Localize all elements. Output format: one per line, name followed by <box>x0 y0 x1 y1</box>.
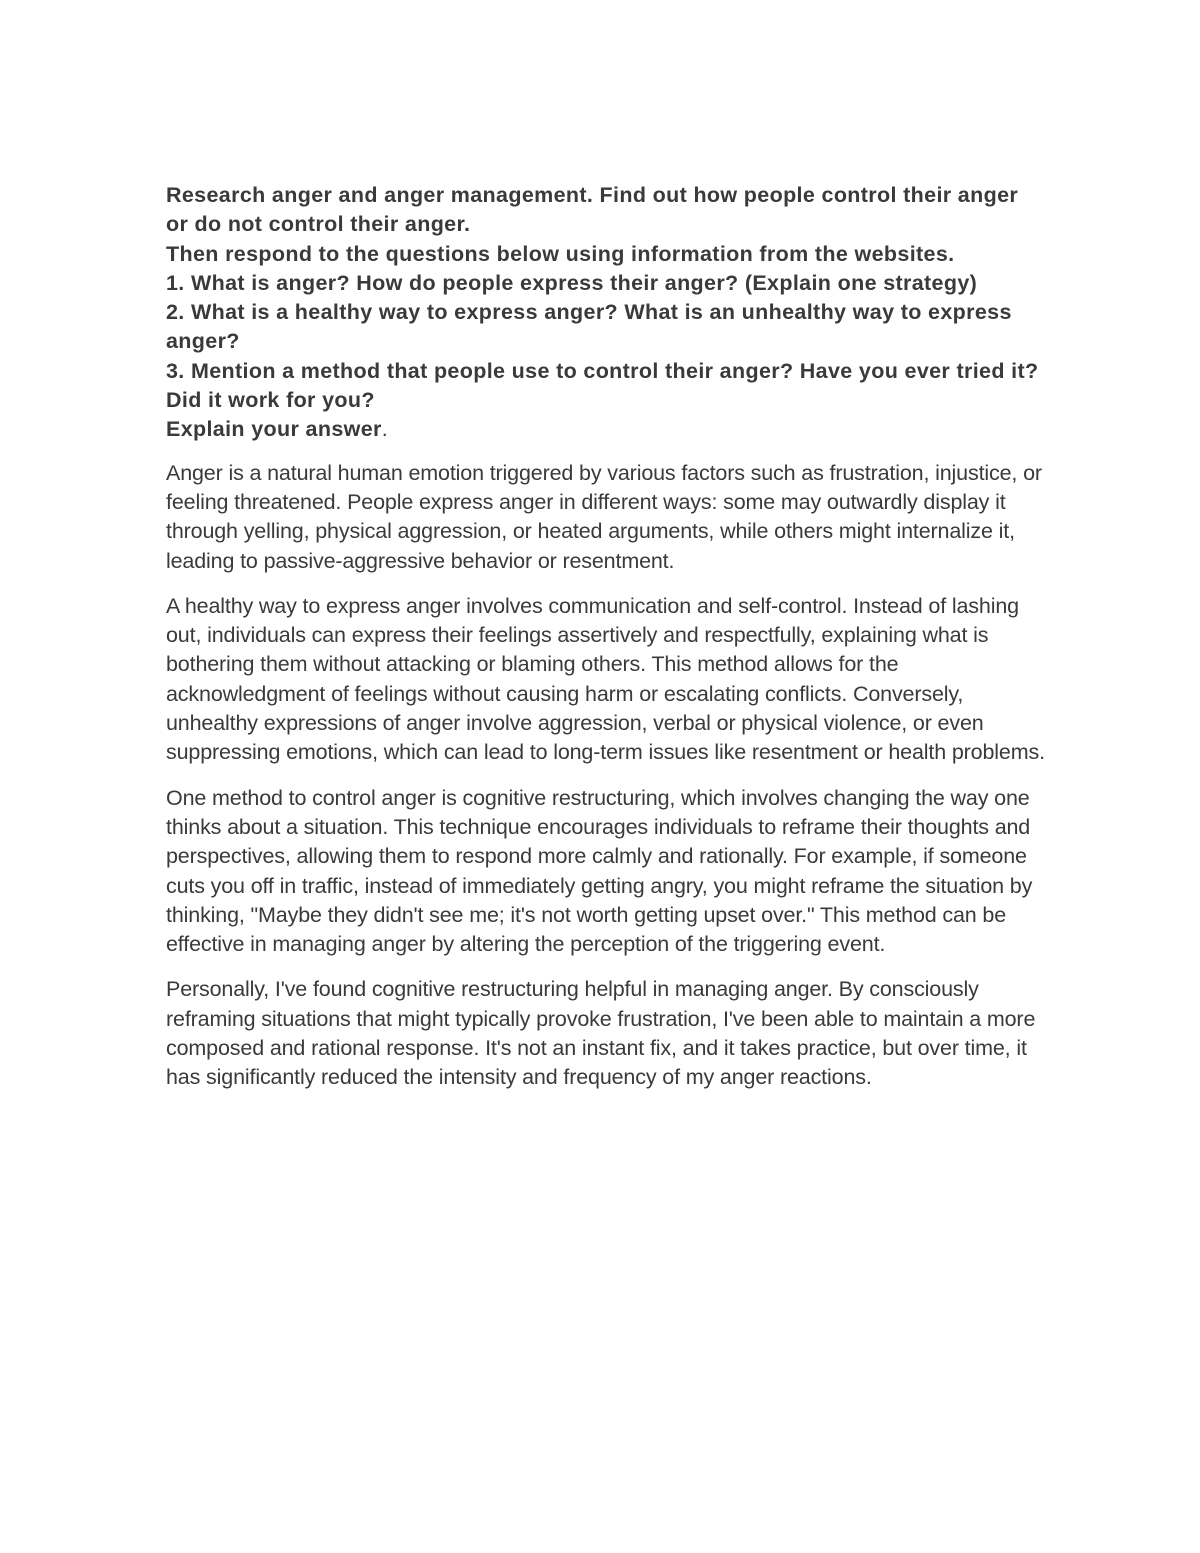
explain-text: Explain your answer <box>166 417 382 442</box>
answer-paragraph-1: Anger is a natural human emotion triggered by various factors such as frustration, injustice, or feeling threatened. People express anger in different ways: some may outwardly display it through yelling, physical aggression, or heated arguments, while others might internalize it, leading to passive-aggressive behavior or resentment. <box>166 460 1042 573</box>
answer-body <box>166 459 1046 1093</box>
prompt-intro: Research anger and anger management. Find out how people control their anger or do not control their anger. <box>166 183 1019 237</box>
question-2: 2. What is a healthy way to express anger? What is an unhealthy way to express anger? <box>166 300 1012 354</box>
assignment-prompt <box>166 181 1046 445</box>
explain-period: . <box>381 417 389 442</box>
question-1: 1. What is anger? How do people express their anger? (Explain one strategy) <box>166 270 978 295</box>
answer-paragraph-3: One method to control anger is cognitive restructuring, which involves changing the way one thinks about a situation. This technique encourages individuals to reframe their thoughts and perspectives, allowing them to respond more calmly and rationally. For example, if someone cuts you off in traffic, instead of immediately getting angry, you might reframe the situation by thinking, "Maybe they didn't see me; it's not worth getting upset over." This method can be effective in managing anger by altering the perception of the triggering event. <box>166 785 1033 957</box>
answer-paragraph-4: Personally, I've found cognitive restructuring helpful in managing anger. By consciously reframing situations that might typically provoke frustration, I've been able to maintain a more composed and rational response. It's not an instant fix, and it takes practice, but over time, it has significantly reduced the intensity and frequency of my anger reactions. <box>166 977 1036 1090</box>
answer-paragraph-2: A healthy way to express anger involves communication and self-control. Instead of lashing out, individuals can express their feelings assertively and respectfully, explaining what is bothering them without attacking or blaming others. This method allows for the acknowledgment of feelings without causing harm or escalating conflicts. Conversely, unhealthy expressions of anger involve aggression, verbal or physical violence, or even suppressing emotions, which can lead to long-term issues like resentment or health problems. <box>166 593 1045 765</box>
document-page <box>166 181 1046 1109</box>
prompt-instruction: Then respond to the questions below using information from the websites. <box>166 241 955 266</box>
explain-line <box>166 415 1046 444</box>
question-3: 3. Mention a method that people use to control their anger? Have you ever tried it? Did it work for you? <box>166 358 1039 413</box>
